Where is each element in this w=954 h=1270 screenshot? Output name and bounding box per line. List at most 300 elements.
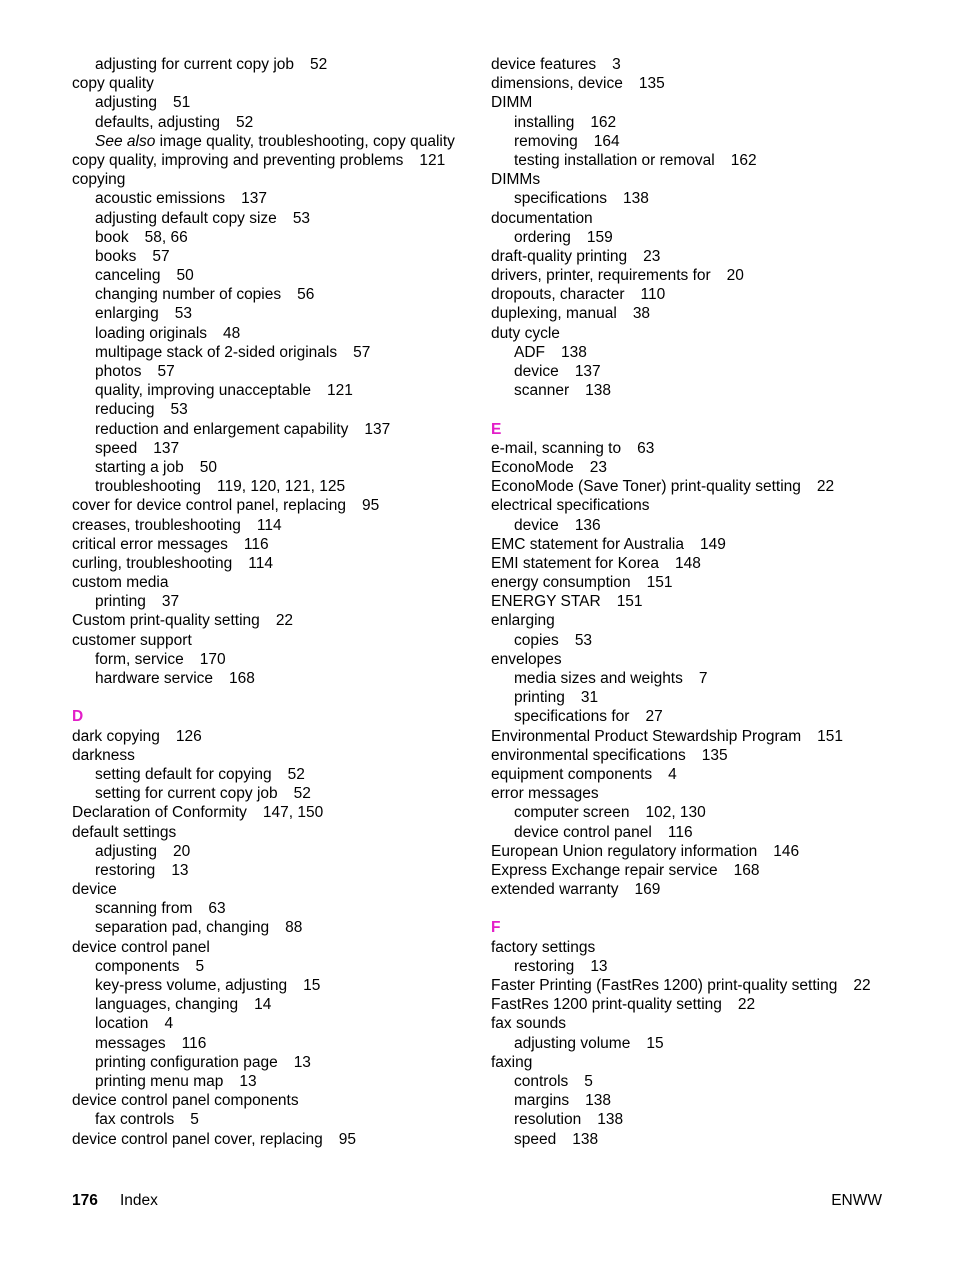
entry-pages: 138 (572, 1130, 599, 1148)
entry-term: default settings (72, 823, 177, 841)
index-entry (72, 803, 472, 822)
entry-pages: 52 (235, 113, 254, 131)
entry-term: separation pad, changing (95, 919, 270, 937)
entry-term: margins (514, 1092, 570, 1110)
entry-pages: 164 (593, 132, 620, 150)
section-spacer (491, 899, 891, 918)
entry-term: acoustic emissions (95, 190, 226, 208)
entry-term: custom media (72, 574, 169, 592)
entry-term: computer screen (514, 804, 630, 822)
entry-pages: 15 (303, 977, 321, 994)
entry-pages: 22 (816, 478, 835, 496)
index-subentry (72, 228, 472, 247)
entry-term: factory settings (491, 938, 596, 956)
entry-term: multipage stack of 2-sided originals (95, 343, 338, 361)
entry-term: envelopes (491, 650, 562, 668)
index-entry (491, 535, 891, 554)
entry-pages: 137 (153, 439, 180, 457)
index-entry (72, 611, 472, 630)
index-subentry (491, 362, 891, 381)
index-subentry (72, 918, 472, 937)
entry-pages: 119, 120, 121, 125 (217, 478, 346, 496)
entry-pages: 52 (287, 765, 305, 783)
entry-term: fax sounds (491, 1015, 566, 1033)
index-entry (72, 880, 472, 899)
entry-term: testing installation or removal (514, 151, 715, 169)
index-subentry (72, 343, 472, 362)
entry-term: curling, troubleshooting (72, 554, 233, 572)
entry-term: adjusting for current copy job (95, 56, 295, 73)
index-subentry (72, 93, 472, 112)
index-subentry (72, 592, 472, 611)
entry-pages: 159 (586, 228, 613, 246)
index-entry (491, 573, 891, 592)
entry-term: device control panel (514, 823, 652, 841)
index-subentry (72, 957, 472, 976)
index-subentry (72, 861, 472, 880)
entry-pages: 13 (171, 861, 189, 879)
index-entry (491, 880, 891, 899)
entry-pages: 121 (419, 151, 446, 169)
entry-pages: 138 (561, 343, 587, 361)
entry-term: specifications for (514, 708, 630, 726)
entry-term: hardware service (95, 670, 214, 687)
index-entry (491, 285, 891, 304)
entry-pages: 88 (285, 919, 303, 937)
entry-term: cover for device control panel, replacing (72, 497, 346, 515)
index-entry (491, 247, 891, 266)
entry-term: dimensions, device (491, 75, 623, 93)
section-spacer (72, 688, 472, 707)
index-subentry (72, 381, 472, 400)
index-entry (491, 304, 891, 323)
index-entry (491, 650, 891, 669)
entry-term: adjusting volume (514, 1034, 631, 1052)
index-subentry (491, 957, 891, 976)
index-entry (491, 842, 891, 861)
entry-pages: 146 (773, 842, 800, 860)
entry-term: printing menu map (95, 1072, 224, 1090)
index-entry (72, 631, 472, 650)
entry-pages: 23 (643, 247, 661, 265)
entry-pages: 22 (275, 612, 294, 630)
entry-term: duty cycle (491, 324, 560, 342)
entry-pages: 135 (638, 75, 665, 93)
index-subentry (72, 458, 472, 477)
entry-term: installing (514, 113, 575, 131)
see-also-label: See also (95, 132, 156, 150)
index-column-left (72, 55, 472, 1149)
index-subentry (72, 1014, 472, 1033)
index-subentry (72, 324, 472, 343)
index-entry (72, 516, 472, 535)
entry-term: enlarging (491, 612, 555, 630)
entry-pages: 5 (195, 957, 205, 975)
entry-term: enlarging (95, 305, 159, 323)
see-also-entry (72, 132, 472, 151)
entry-term: copies (514, 631, 559, 649)
entry-term: error messages (491, 785, 599, 803)
index-subentry (72, 899, 472, 918)
entry-pages: 95 (361, 497, 380, 515)
entry-pages: 114 (256, 516, 282, 534)
entry-term: ADF (514, 343, 545, 361)
entry-pages: 149 (699, 535, 726, 553)
entry-term: printing configuration page (95, 1053, 278, 1071)
letter-heading: D (72, 708, 84, 726)
entry-term: restoring (514, 957, 575, 975)
index-subentry (72, 113, 472, 132)
entry-term: EconoMode (Save Toner) print-quality setting (491, 478, 801, 496)
letter-heading: E (491, 420, 502, 438)
index-subentry (72, 266, 472, 285)
entry-term: e-mail, scanning to (491, 439, 622, 457)
entry-term: printing (514, 689, 565, 707)
entry-pages: 53 (574, 631, 593, 649)
entry-term: adjusting default copy size (95, 209, 277, 227)
entry-term: books (95, 247, 137, 265)
entry-term: FastRes 1200 print-quality setting (491, 996, 722, 1014)
index-subentry (72, 400, 472, 419)
entry-pages: 20 (726, 267, 744, 285)
index-subentry (72, 1072, 472, 1091)
entry-term: EconoMode (491, 458, 574, 476)
entry-pages: 15 (646, 1034, 664, 1052)
entry-pages: 38 (632, 305, 651, 323)
entry-term: ordering (514, 228, 571, 246)
index-entry (491, 1053, 891, 1072)
entry-term: copy quality (72, 75, 154, 93)
index-subentry (491, 343, 891, 362)
index-subentry (72, 650, 472, 669)
index-entry (72, 823, 472, 842)
entry-pages: 116 (667, 823, 693, 841)
index-entry (72, 746, 472, 765)
entry-pages: 151 (817, 727, 844, 745)
index-entry (72, 170, 472, 189)
entry-pages: 169 (634, 881, 661, 899)
index-subentry (72, 285, 472, 304)
index-subentry (72, 995, 472, 1014)
index-entry (491, 995, 891, 1014)
index-subentry (72, 439, 472, 458)
entry-pages: 13 (590, 957, 608, 975)
entry-term: device control panel components (72, 1092, 299, 1110)
entry-pages: 138 (585, 382, 612, 400)
entry-pages: 13 (239, 1072, 257, 1090)
entry-pages: 53 (170, 401, 188, 419)
entry-term: resolution (514, 1111, 582, 1129)
entry-pages: 56 (297, 286, 315, 304)
entry-pages: 148 (675, 554, 701, 572)
entry-term: languages, changing (95, 996, 239, 1014)
entry-pages: 136 (574, 516, 601, 534)
entry-term: extended warranty (491, 881, 619, 899)
index-entry (491, 477, 891, 496)
index-subentry (491, 132, 891, 151)
entry-pages: 151 (646, 574, 673, 592)
entry-pages: 57 (157, 363, 175, 380)
index-entry (72, 151, 472, 170)
index-subentry (491, 1091, 891, 1110)
index-entry (491, 592, 891, 611)
index-subentry (72, 189, 472, 208)
index-entry (72, 573, 472, 592)
index-entry (491, 611, 891, 630)
index-subentry (72, 976, 472, 995)
index-subentry (72, 209, 472, 228)
entry-term: documentation (491, 209, 593, 227)
index-subentry (72, 362, 472, 381)
index-subentry (72, 55, 472, 74)
entry-term: Express Exchange repair service (491, 861, 718, 879)
entry-pages: 58, 66 (144, 228, 188, 246)
entry-pages: 51 (173, 94, 191, 112)
entry-term: copying (72, 171, 126, 189)
entry-term: critical error messages (72, 535, 228, 553)
entry-pages: 168 (733, 861, 760, 879)
index-subentry (491, 707, 891, 726)
entry-pages: 5 (190, 1111, 199, 1129)
entry-term: European Union regulatory information (491, 842, 758, 860)
index-subentry (491, 189, 891, 208)
page-number: 176 (72, 1192, 98, 1209)
index-entry (491, 458, 891, 477)
index-subentry (491, 631, 891, 650)
index-subentry (491, 1110, 891, 1129)
index-subentry (491, 381, 891, 400)
index-subentry (72, 1053, 472, 1072)
entry-pages: 50 (199, 458, 217, 476)
entry-pages: 137 (241, 190, 267, 208)
entry-pages: 170 (199, 650, 226, 668)
section-title: Index (120, 1192, 158, 1209)
index-entry (491, 209, 891, 228)
entry-term: scanner (514, 382, 570, 400)
entry-term: DIMMs (491, 171, 541, 189)
entry-pages: 168 (229, 670, 255, 687)
entry-term: setting for current copy job (95, 785, 278, 803)
entry-term: EMI statement for Korea (491, 554, 659, 572)
entry-term: DIMM (491, 94, 533, 112)
entry-term: creases, troubleshooting (72, 516, 241, 534)
entry-pages: 52 (310, 56, 328, 73)
index-subentry (491, 823, 891, 842)
entry-pages: 50 (176, 267, 194, 285)
entry-term: reducing (95, 401, 155, 419)
entry-term: location (95, 1015, 149, 1033)
entry-pages: 116 (243, 535, 269, 553)
entry-term: starting a job (95, 458, 184, 476)
index-entry (491, 1014, 891, 1033)
letter-heading: F (491, 919, 501, 937)
index-entry (72, 1091, 472, 1110)
entry-pages: 110 (640, 286, 666, 304)
index-column-right (491, 55, 891, 1149)
entry-pages: 31 (580, 689, 599, 707)
entry-term: scanning from (95, 900, 193, 918)
entry-pages: 27 (645, 708, 663, 726)
index-subentry (72, 420, 472, 439)
entry-term: controls (514, 1072, 569, 1090)
index-entry (491, 765, 891, 784)
entry-term: device features (491, 56, 597, 73)
entry-term: customer support (72, 631, 192, 649)
entry-pages: 102, 130 (645, 804, 706, 822)
entry-term: drivers, printer, requirements for (491, 267, 711, 285)
entry-term: key-press volume, adjusting (95, 977, 288, 994)
entry-pages: 151 (616, 593, 643, 611)
index-entry (72, 727, 472, 746)
index-entry (491, 324, 891, 343)
entry-term: form, service (95, 650, 184, 668)
entry-pages: 37 (161, 593, 180, 611)
entry-pages: 95 (338, 1130, 356, 1148)
entry-pages: 63 (637, 439, 655, 457)
entry-term: book (95, 228, 129, 246)
entry-pages: 162 (590, 113, 617, 131)
entry-pages: 138 (597, 1111, 624, 1129)
index-subentry (72, 784, 472, 803)
index-entry (491, 93, 891, 112)
entry-pages: 137 (364, 420, 391, 438)
entry-term: fax controls (95, 1111, 175, 1129)
index-subentry (491, 1130, 891, 1149)
index-subentry (72, 669, 472, 688)
entry-pages: 13 (293, 1053, 311, 1071)
index-entry (491, 74, 891, 93)
entry-pages: 135 (701, 746, 728, 764)
index-entry (72, 535, 472, 554)
entry-term: reduction and enlargement capability (95, 420, 349, 438)
entry-term: equipment components (491, 765, 653, 783)
index-entry (491, 55, 891, 74)
entry-term: defaults, adjusting (95, 113, 220, 131)
entry-term: ENERGY STAR (491, 593, 601, 611)
entry-term: image quality, troubleshooting, copy quality (155, 132, 455, 150)
entry-term: Custom print-quality setting (72, 612, 260, 630)
entry-pages: 126 (175, 727, 202, 745)
index-entry (491, 784, 891, 803)
entry-term: dropouts, character (491, 286, 625, 304)
index-entry (491, 554, 891, 573)
entry-pages: 5 (584, 1072, 593, 1090)
entry-term: canceling (95, 267, 161, 285)
index-entry (491, 746, 891, 765)
index-entry (72, 1130, 472, 1149)
index-subentry (72, 247, 472, 266)
entry-pages: 138 (585, 1092, 612, 1110)
entry-term: removing (514, 132, 578, 150)
footer-label: ENWW (831, 1192, 882, 1209)
entry-pages: 138 (623, 190, 649, 208)
entry-term: environmental specifications (491, 746, 686, 764)
index-subentry (72, 304, 472, 323)
entry-pages: 57 (152, 247, 170, 265)
entry-term: changing number of copies (95, 286, 282, 304)
entry-pages: 7 (698, 670, 708, 687)
entry-term: setting default for copying (95, 765, 272, 783)
entry-pages: 53 (174, 305, 193, 323)
index-subentry (491, 228, 891, 247)
index-entry (72, 554, 472, 573)
entry-term: photos (95, 363, 142, 380)
entry-term: device control panel (72, 938, 210, 956)
entry-term: Faster Printing (FastRes 1200) print-quality setting (491, 977, 838, 994)
index-entry (491, 976, 891, 995)
entry-pages: 162 (730, 151, 757, 169)
entry-term: printing (95, 593, 146, 611)
entry-term: speed (95, 439, 138, 457)
entry-term: specifications (514, 190, 608, 208)
index-subentry (491, 1034, 891, 1053)
entry-pages: 147, 150 (262, 804, 324, 822)
entry-pages: 121 (326, 382, 353, 400)
entry-pages: 52 (293, 785, 311, 803)
entry-pages: 57 (353, 343, 371, 361)
entry-term: Declaration of Conformity (72, 804, 247, 822)
entry-pages: 4 (164, 1015, 174, 1033)
entry-term: Environmental Product Stewardship Program (491, 727, 802, 745)
entry-term: device (514, 516, 559, 534)
entry-term: components (95, 957, 180, 975)
entry-pages: 20 (173, 842, 191, 860)
entry-pages: 3 (612, 56, 621, 73)
entry-term: copy quality, improving and preventing problems (72, 151, 404, 169)
index-entry (491, 861, 891, 880)
entry-term: darkness (72, 746, 135, 764)
entry-term: messages (95, 1034, 166, 1052)
entry-pages: 114 (248, 554, 273, 572)
entry-term: quality, improving unacceptable (95, 382, 311, 400)
entry-term: troubleshooting (95, 478, 201, 496)
index-entry (491, 496, 891, 515)
index-subentry (491, 516, 891, 535)
entry-term: loading originals (95, 324, 208, 342)
entry-term: energy consumption (491, 574, 631, 592)
entry-term: device control panel cover, replacing (72, 1130, 323, 1148)
index-subentry (491, 688, 891, 707)
entry-pages: 53 (292, 209, 311, 227)
section-spacer (491, 400, 891, 419)
index-subentry (491, 669, 891, 688)
entry-pages: 23 (589, 458, 607, 476)
index-entry (491, 938, 891, 957)
index-entry (491, 439, 891, 458)
index-subentry (72, 1034, 472, 1053)
index-subentry (491, 113, 891, 132)
entry-pages: 22 (853, 977, 871, 994)
index-entry (72, 74, 472, 93)
entry-pages: 63 (208, 900, 226, 918)
index-subentry (491, 803, 891, 822)
index-subentry (72, 477, 472, 496)
entry-term: EMC statement for Australia (491, 535, 684, 553)
entry-term: dark copying (72, 727, 160, 745)
entry-pages: 14 (254, 996, 272, 1014)
index-subentry (72, 765, 472, 784)
index-subentry (72, 1110, 472, 1129)
entry-term: electrical specifications (491, 497, 650, 515)
entry-pages: 116 (181, 1034, 207, 1052)
entry-term: device (514, 363, 559, 380)
index-subentry (491, 1072, 891, 1091)
index-entry (491, 727, 891, 746)
entry-term: speed (514, 1130, 557, 1148)
entry-pages: 137 (574, 363, 601, 380)
entry-pages: 22 (737, 996, 756, 1014)
entry-term: adjusting (95, 94, 158, 112)
